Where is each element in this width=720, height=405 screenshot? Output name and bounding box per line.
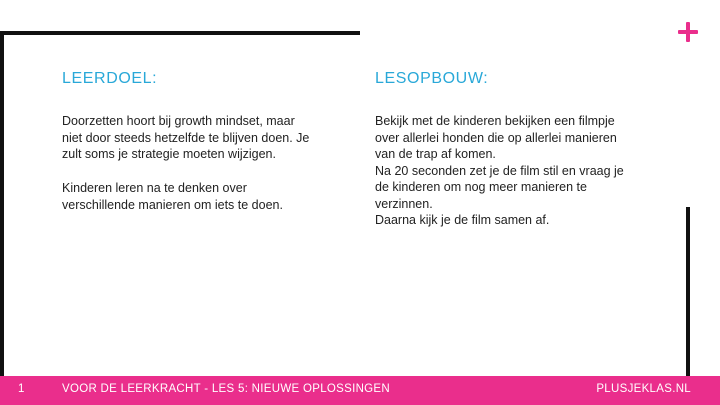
learning-goal-heading: LEERDOEL:	[62, 70, 158, 87]
lesson-structure-heading: LESOPBOUW:	[375, 70, 489, 87]
frame-top-line	[0, 31, 360, 35]
plus-icon	[678, 22, 698, 42]
text-line: van de trap af komen.	[375, 147, 496, 161]
text-line: Daarna kijk je de film samen af.	[375, 213, 550, 227]
footer-title: VOOR DE LEERKRACHT - LES 5: NIEUWE OPLOSSINGEN	[62, 383, 390, 395]
page-number: 1	[18, 383, 25, 395]
footer-url-link[interactable]: PLUSJEKLAS.NL	[596, 383, 691, 395]
learning-goal-paragraph-2	[62, 180, 362, 213]
text-line: over allerlei honden die op allerlei manieren	[375, 130, 617, 145]
text-line: niet door steeds hetzelfde te blijven doen. Je	[62, 130, 310, 145]
text-line: Bekijk met de kinderen bekijken een filmpje	[375, 114, 615, 128]
text-line: zult soms je strategie moeten wijzigen.	[62, 147, 276, 161]
text-line: verschillende manieren om iets te doen.	[62, 197, 283, 212]
lesson-structure-paragraph	[375, 113, 675, 229]
frame-right-line	[686, 207, 690, 376]
footer-bar	[0, 376, 720, 405]
frame-left-line	[0, 31, 4, 376]
text-line: Doorzetten hoort bij growth mindset, maar	[62, 114, 295, 128]
text-line: verzinnen.	[375, 196, 433, 211]
learning-goal-paragraph-1	[62, 113, 362, 163]
text-line: Kinderen leren na te denken over	[62, 181, 247, 195]
text-line: Na 20 seconden zet je de film stil en vraag je	[375, 163, 624, 178]
text-line: de kinderen om nog meer manieren te	[375, 180, 587, 194]
